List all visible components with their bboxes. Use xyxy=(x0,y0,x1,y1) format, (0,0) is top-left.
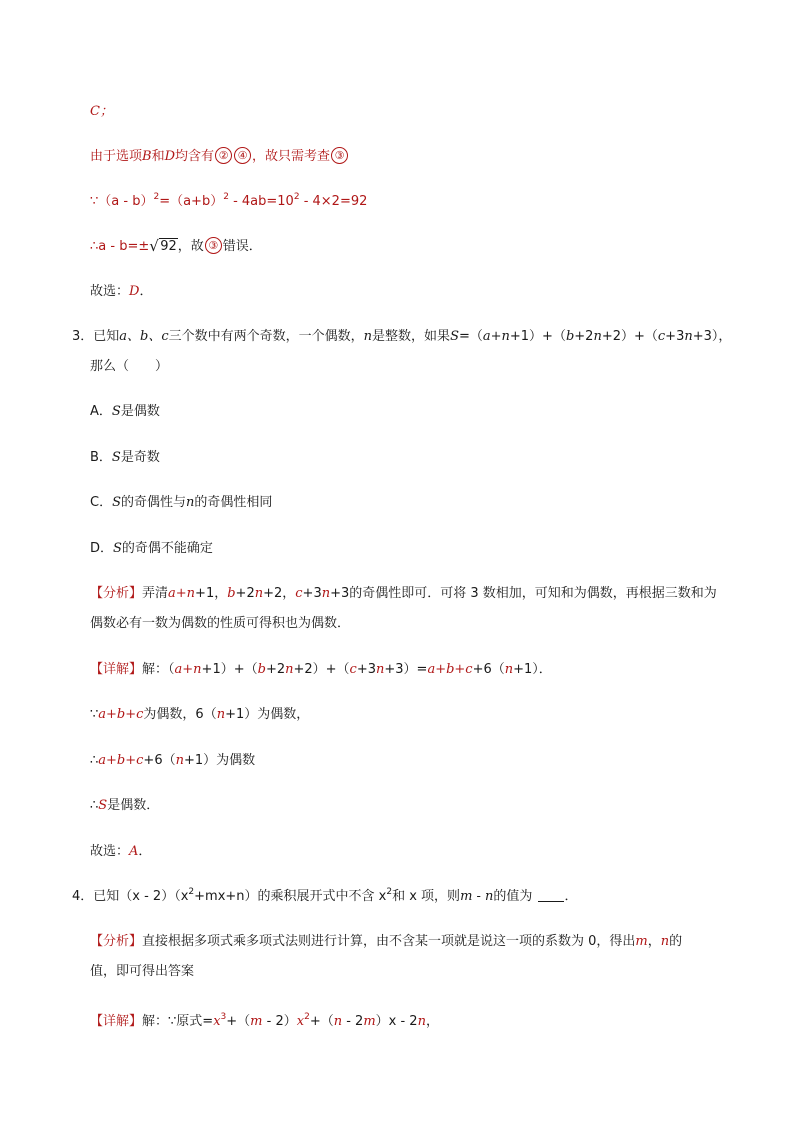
solution-line-formula: ∵（a - $b)^2=(a+b)^2 - 4ab=10^2 - 4\times 2=92$ xyxy=(90,192,368,209)
circled-4: ④ xyxy=(234,147,251,164)
circled-3: ③ xyxy=(331,147,348,164)
q3-detail-3: ∴a+b+c+6（n+1）为偶数 xyxy=(90,753,256,768)
solution-line-options: 由于选项B和D均含有 ② ④ ，故只需考查 ③ xyxy=(90,147,734,167)
question-3-stem: 3．已知a、b、c三个数中有两个奇数，一个偶数，n是整数，如果S=（a+n+1）+（b+2n+2）+（c+3n+3）， xyxy=(72,329,732,344)
option-b[interactable]: B．S是奇数 xyxy=(90,450,160,465)
solution-line-sqrt: ∴a - b=±√ 92，故 ③ 错误． xyxy=(90,237,734,257)
analysis-tag: 【分析】 xyxy=(90,586,143,601)
solution-choice: 故选：D． xyxy=(90,284,153,299)
q4-analysis-cont: 值，即可得出答案 xyxy=(90,964,195,979)
q3-analysis-cont: 偶数必有一数为偶数的性质可得积也为偶数． xyxy=(90,616,351,631)
q4-detail-1: 【详解】解：∵原式$=x^3+(m - 2)x^2+(n - 2m)x - 2n$， xyxy=(90,1012,439,1029)
q3-detail-4: ∴S是偶数． xyxy=(90,798,160,813)
circled-2: ② xyxy=(215,147,232,164)
analysis-tag-q4: 【分析】 xyxy=(90,934,143,949)
option-c[interactable]: C．S的奇偶性与n的奇偶性相同 xyxy=(90,495,273,510)
solution-line-c: C； xyxy=(90,104,113,119)
question-3-stem-cont: 那么（ ） xyxy=(90,359,169,374)
detail-tag-q4: 【详解】 xyxy=(90,1014,143,1029)
detail-tag: 【详解】 xyxy=(90,662,143,677)
question-4-stem: 4．已知$(x - 2)(x^2+mx+n)$的乘积展开式中不含 $x^2$和 x 项，则m - n的值为 ． xyxy=(72,887,578,904)
q3-detail-2: ∵a+b+c为偶数，6（n+1）为偶数， xyxy=(90,707,310,722)
q3-detail-1: 【详解】解：（a+n+1）+（b+2n+2）+（c+3n+3）=a+b+c+6（n+1）． xyxy=(90,662,552,677)
q3-choice: 故选：A． xyxy=(90,844,152,859)
option-a[interactable]: A．S是偶数 xyxy=(90,404,160,419)
option-d[interactable]: D．S的奇偶不能确定 xyxy=(90,541,213,556)
answer-blank[interactable] xyxy=(538,888,564,902)
circled-3-b: ③ xyxy=(205,237,222,254)
sqrt-symbol: √ 92 xyxy=(149,237,178,257)
q4-analysis: 【分析】直接根据多项式乘多项式法则进行计算，由不含某一项就是说这一项的系数为 0，得出m，n的 xyxy=(90,934,683,949)
q3-analysis: 【分析】弄清a+n+1，b+2n+2，c+3n+3的奇偶性即可．可将 3 数相加，可知和为偶数，再根据三数和为 xyxy=(90,586,717,601)
